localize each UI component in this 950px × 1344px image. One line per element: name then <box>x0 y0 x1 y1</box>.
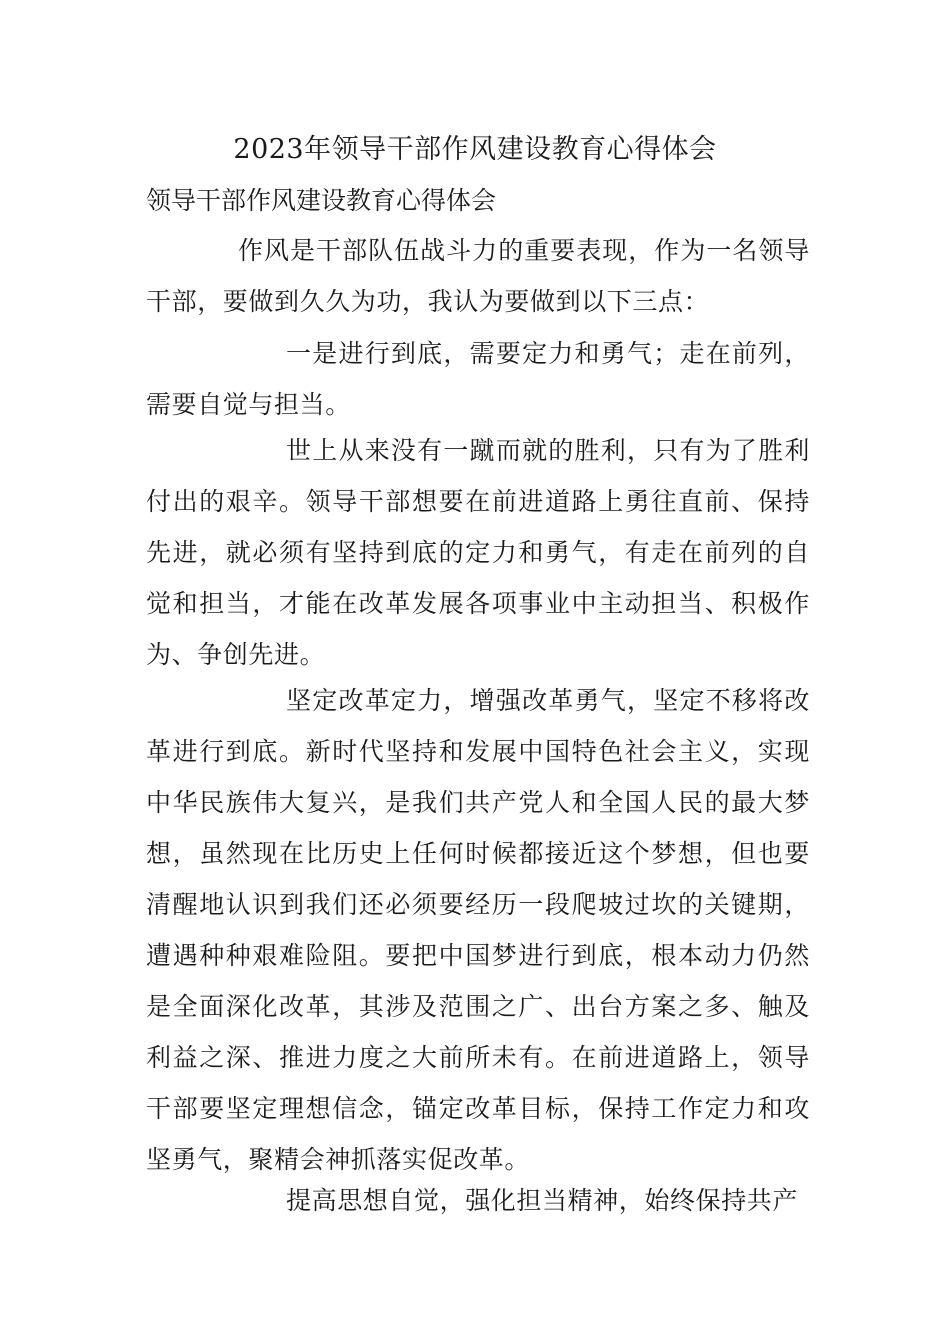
document-subtitle: 领导干部作风建设教育心得体会 <box>146 186 497 215</box>
paragraph-reform: 坚定改革定力，增强改革勇气，坚定不移将改革进行到底。新时代坚持和发展中国特色社会主义，实现中华民族伟大复兴，是我们共产党人和全国人民的最大梦想，虽然现在比历史上任何时候都接近这个梦想，但也要清醒地认识到我们还必须要经历一段爬坡过坎的关键期，遭遇种种艰难险阻。要把中国梦进行到底，根本动力仍然是全面深化改革，其涉及范围之广、出台方案之多、触及利益之深、推进力度之大前所未有。在前进道路上，领导干部要坚定理想信念，锚定改革目标，保持工作定力和攻坚勇气，聚精会神抓落实促改革。 <box>146 686 810 1174</box>
paragraph-victory: 世上从来没有一蹴而就的胜利，只有为了胜利付出的艰辛。领导干部想要在前进道路上勇往直前、保持先进，就必须有坚持到底的定力和勇气，有走在前列的自觉和担当，才能在改革发展各项事业中主动担当、积极作为、争创先进。 <box>146 436 810 669</box>
paragraph-intro: 作风是干部队伍战斗力的重要表现，作为一名领导干部，要做到久久为功，我认为要做到以下三点： <box>146 236 810 316</box>
paragraph-awareness: 提高思想自觉，强化担当精神，始终保持共产 <box>286 1186 799 1215</box>
document-title: 2023年领导干部作风建设教育心得体会 <box>233 134 717 165</box>
paragraph-point-one: 一是进行到底，需要定力和勇气；走在前列，需要自觉与担当。 <box>146 339 810 419</box>
